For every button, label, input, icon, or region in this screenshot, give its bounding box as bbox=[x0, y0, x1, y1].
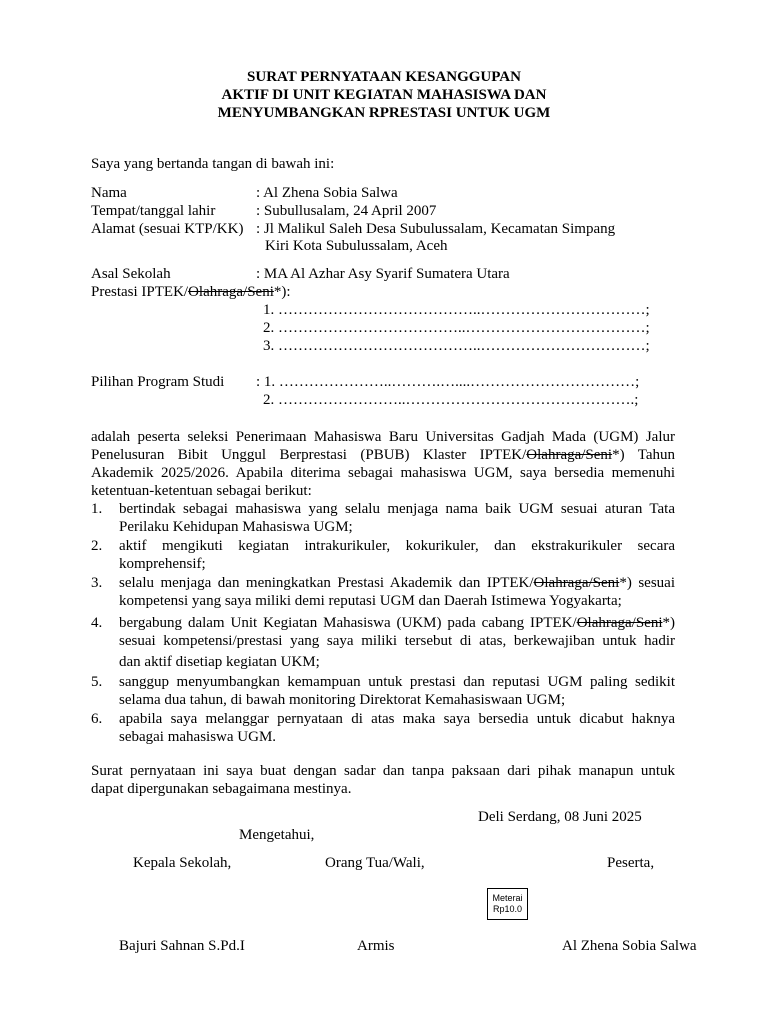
item-number: 4. bbox=[91, 615, 103, 631]
item-4-line-2: sesuai kompetensi/prestasi yang saya miliki tersebut di atas, berkewajiban untuk hadir bbox=[119, 633, 675, 649]
item-6-line-1: apabila saya melanggar pernyataan di atas maka saya bersedia untuk dicabut haknya bbox=[119, 711, 675, 727]
item-number: 3. bbox=[91, 575, 103, 591]
item-4-line-1 bbox=[119, 614, 675, 632]
body-line-4: ketentuan-ketentuan sebagai berikut: bbox=[91, 483, 312, 499]
meterai-stamp bbox=[487, 888, 528, 920]
orang-tua-name: Armis bbox=[357, 938, 395, 954]
alamat-value-2: Kiri Kota Subulussalam, Aceh bbox=[265, 238, 448, 254]
prestasi-label-strike: Olahraga/Seni bbox=[188, 284, 274, 300]
item-number: 5. bbox=[91, 674, 103, 690]
item-3-line-2: kompetensi yang saya miliki demi reputasi UGM dan Daerah Istimewa Yogyakarta; bbox=[119, 593, 622, 609]
prestasi-label bbox=[91, 283, 291, 301]
item-number: 2. bbox=[91, 538, 103, 554]
item-4-line-3: dan aktif disetiap kegiatan UKM; bbox=[119, 654, 320, 670]
ttl-value: : Subullusalam, 24 April 2007 bbox=[256, 203, 437, 219]
alamat-value-1: : Jl Malikul Saleh Desa Subulussalam, Kecamatan Simpang bbox=[256, 221, 616, 237]
sekolah-label: Asal Sekolah bbox=[91, 266, 171, 282]
meterai-line-2: Rp10.0 bbox=[492, 904, 523, 914]
title-line-2: AKTIF DI UNIT KEGIATAN MAHASISWA DAN bbox=[221, 87, 547, 103]
kepala-sekolah-label: Kepala Sekolah, bbox=[133, 855, 232, 871]
prestasi-line-1: 1. …………………………………..……………………………; bbox=[263, 302, 650, 318]
meterai-line-1: Meterai bbox=[492, 893, 523, 903]
prodi-label: Pilihan Program Studi bbox=[91, 374, 225, 390]
item-1-line-1: bertindak sebagai mahasiswa yang selalu menjaga nama baik UGM sesuai aturan Tata bbox=[119, 501, 675, 517]
item-1-line-2: Perilaku Kehidupan Mahasiswa UGM; bbox=[119, 519, 353, 535]
item-3-strike: Olahraga/Seni bbox=[533, 575, 620, 591]
body-line-2-suffix: *) Tahun bbox=[612, 447, 675, 463]
item-2-line-1: aktif mengikuti kegiatan intrakurikuler, kokurikuler, dan ekstrakurikuler secara bbox=[119, 538, 675, 554]
nama-label: Nama bbox=[91, 185, 127, 201]
closing-line-1: Surat pernyataan ini saya buat dengan sadar dan tanpa paksaan dari pihak manapun untuk bbox=[91, 763, 675, 779]
prestasi-label-suffix: *): bbox=[273, 284, 291, 300]
alamat-label: Alamat (sesuai KTP/KK) bbox=[91, 221, 244, 237]
place-date: Deli Serdang, 08 Juni 2025 bbox=[478, 809, 642, 825]
peserta-name: Al Zhena Sobia Salwa bbox=[562, 938, 697, 954]
body-line-3: Akademik 2025/2026. Apabila diterima sebagai mahasiswa UGM, saya bersedia memenuhi bbox=[91, 465, 675, 481]
body-line-2-strike: Olahraga/Seni bbox=[526, 447, 613, 463]
item-6-line-2: sebagai mahasiswa UGM. bbox=[119, 729, 277, 745]
sekolah-value: : MA Al Azhar Asy Syarif Sumatera Utara bbox=[256, 266, 510, 282]
prodi-line-1: : 1. …………………..……….…....……………………………; bbox=[256, 374, 640, 390]
intro-text: Saya yang bertanda tangan di bawah ini: bbox=[91, 156, 335, 172]
title-line-3: MENYUMBANGKAN RPRESTASI UNTUK UGM bbox=[217, 105, 551, 121]
item-4-text: bergabung dalam Unit Kegiatan Mahasiswa (UKM) pada cabang IPTEK/ bbox=[119, 615, 577, 631]
body-line-2-text: Penelusuran Bibit Unggul Berprestasi (PBUB) Klaster IPTEK/ bbox=[91, 447, 527, 463]
nama-value: : Al Zhena Sobia Salwa bbox=[256, 185, 398, 201]
item-3-line-1 bbox=[119, 574, 675, 592]
body-line-2 bbox=[91, 446, 675, 464]
prestasi-line-2: 2. ………………………………..………………………………; bbox=[263, 320, 650, 336]
item-2-line-2: komprehensif; bbox=[119, 556, 206, 572]
item-5-line-2: selama dua tahun, di bawah monitoring Direktorat Kemahasiswaan UGM; bbox=[119, 692, 566, 708]
item-number: 1. bbox=[91, 501, 103, 517]
item-5-line-1: sanggup menyumbangkan kemampuan untuk prestasi dan reputasi UGM paling sedikit bbox=[119, 674, 675, 690]
title-line-1: SURAT PERNYATAAN KESANGGUPAN bbox=[247, 69, 521, 85]
prodi-line-2: 2. ……………………..……………………………………….; bbox=[263, 392, 639, 408]
item-4-strike: Olahraga/Seni bbox=[576, 615, 663, 631]
item-4-suffix: *) bbox=[662, 615, 675, 631]
peserta-label: Peserta, bbox=[607, 855, 655, 871]
orang-tua-label: Orang Tua/Wali, bbox=[325, 855, 425, 871]
item-3-suffix: *) sesuai bbox=[619, 575, 675, 591]
mengetahui-label: Mengetahui, bbox=[239, 827, 315, 843]
body-line-1: adalah peserta seleksi Penerimaan Mahasiswa Baru Universitas Gadjah Mada (UGM) Jalur bbox=[91, 429, 675, 445]
item-3-text: selalu menjaga dan meningkatkan Prestasi Akademik dan IPTEK/ bbox=[119, 575, 534, 591]
prestasi-line-3: 3. …………………………………..……………………………; bbox=[263, 338, 650, 354]
closing-line-2: dapat dipergunakan sebagaimana mestinya. bbox=[91, 781, 352, 797]
prestasi-label-text: Prestasi IPTEK/ bbox=[91, 284, 189, 300]
item-number: 6. bbox=[91, 711, 103, 727]
kepala-sekolah-name: Bajuri Sahnan S.Pd.I bbox=[119, 938, 245, 954]
ttl-label: Tempat/tanggal lahir bbox=[91, 203, 216, 219]
